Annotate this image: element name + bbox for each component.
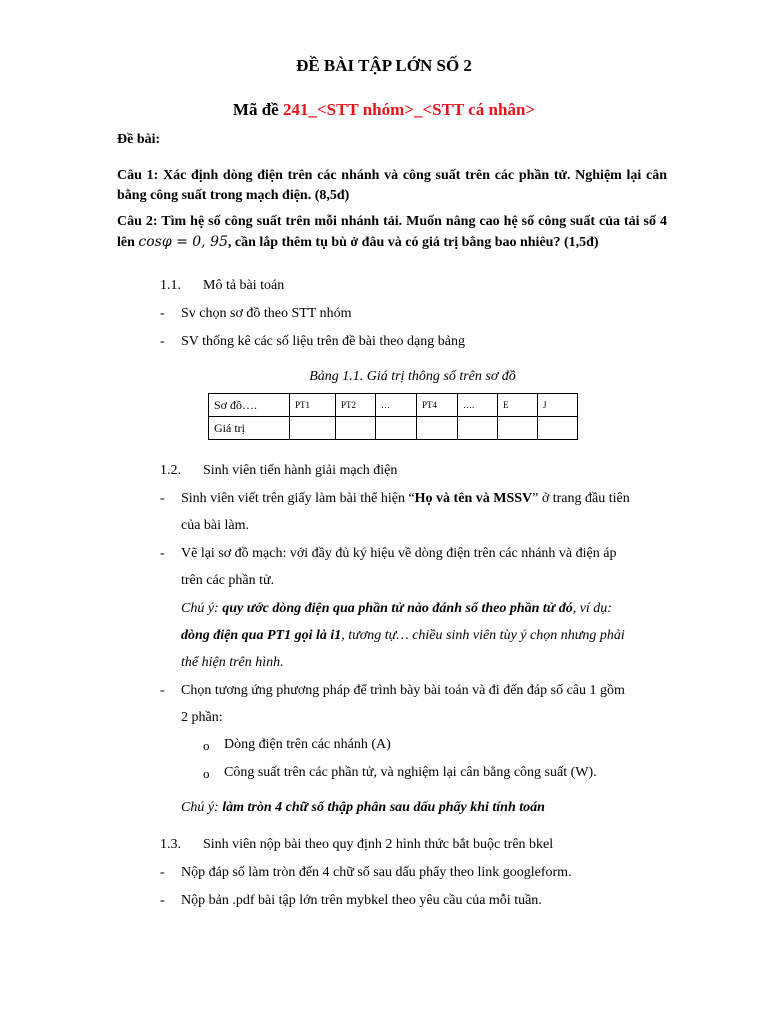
question-2-text-a: Câu 2: Tìm hệ số công suất trên mỗi nhánh tải. Muốn nâng cao hệ số công suất của tải số 4 lên — [117, 214, 667, 250]
table-row — [209, 394, 578, 417]
question-2 — [117, 212, 667, 253]
section-1-2-title: Sinh viên tiến hành giải mạch điện — [203, 463, 398, 478]
section-1-3-number: 1.3. — [160, 837, 181, 852]
list-item: Vẽ lại sơ đồ mạch: với đầy đủ ký hiệu về dòng điện trên các nhánh và điện áp — [181, 546, 617, 561]
bullet-circle: o — [203, 738, 210, 753]
table-cell: PT1 — [290, 394, 336, 417]
list-item-text: ” ở trang đầu tiên — [532, 491, 630, 506]
assignment-heading: Đề bài: — [117, 132, 161, 147]
note-line — [181, 628, 625, 644]
bullet-dash: - — [160, 334, 165, 349]
section-1-1-title: Mô tả bài toán — [203, 278, 285, 293]
note-bold: dòng điện qua PT1 gọi là i1 — [181, 628, 342, 643]
exam-code-prefix: Mã đề — [232, 100, 283, 119]
note-line — [181, 800, 545, 816]
list-item-continuation: trên các phần tử. — [181, 573, 275, 588]
table-caption: Bảng 1.1. Giá trị thông số trên sơ đồ — [309, 369, 516, 384]
table-cell — [498, 417, 538, 440]
table-cell: PT2 — [336, 394, 376, 417]
exam-code-value: 241_<STT nhóm>_<STT cá nhân> — [282, 100, 536, 119]
note-bold: làm tròn 4 chữ số thập phân sau dấu phẩy khi tính toán — [222, 800, 545, 815]
section-1-3-title: Sinh viên nộp bài theo quy định 2 hình thức bắt buộc trên bkel — [203, 837, 554, 852]
table-cell — [538, 417, 578, 440]
question-2-text-b: , cần lắp thêm tụ bù ở đâu và có giá trị bằng bao nhiêu? (1,5đ) — [227, 235, 599, 250]
question-2-formula: cosφ = 0, 95 — [138, 234, 228, 250]
table-cell: Sơ đồ…. — [209, 394, 290, 417]
document-title: ĐỀ BÀI TẬP LỚN SỐ 2 — [296, 56, 472, 75]
list-item: Sv chọn sơ đồ theo STT nhóm — [181, 306, 352, 321]
exam-code — [0, 100, 768, 120]
bullet-dash: - — [160, 546, 165, 561]
table-cell — [290, 417, 336, 440]
bullet-dash: - — [160, 893, 165, 908]
table-cell — [336, 417, 376, 440]
section-1-2-number: 1.2. — [160, 463, 181, 478]
note-label: Chú ý: — [181, 800, 223, 815]
bullet-dash: - — [160, 491, 165, 506]
list-item-text: Sinh viên viết trên giấy làm bài thể hiện “ — [181, 491, 415, 506]
bullet-dash: - — [160, 683, 165, 698]
table-cell: Giá trị — [209, 417, 290, 440]
section-1-1-number: 1.1. — [160, 278, 181, 293]
table-cell: PT4 — [417, 394, 458, 417]
list-item-bold: Họ và tên và MSSV — [414, 491, 533, 506]
table-cell: …. — [458, 394, 498, 417]
table-row — [209, 417, 578, 440]
sub-list-item: Công suất trên các phần tử, và nghiệm lại cân bằng công suất (W). — [224, 765, 597, 780]
table-cell: E — [498, 394, 538, 417]
table-cell — [458, 417, 498, 440]
note-text: , tương tự… chiều sinh viên tùy ý chọn nhưng phải — [341, 628, 625, 643]
table-cell — [376, 417, 417, 440]
note-text: , ví dụ: — [572, 601, 612, 616]
table-cell — [417, 417, 458, 440]
list-item: Nộp bản .pdf bài tập lớn trên mybkel theo yêu cầu của mỗi tuần. — [181, 893, 542, 908]
bullet-dash: - — [160, 306, 165, 321]
question-1: Câu 1: Xác định dòng điện trên các nhánh và công suất trên các phần tử. Nghiệm lại cân bằng công suất trong mạch điện. (8,5đ) — [117, 168, 667, 203]
parameter-table — [208, 393, 578, 440]
table-cell: … — [376, 394, 417, 417]
bullet-dash: - — [160, 865, 165, 880]
list-item — [181, 491, 630, 507]
bullet-circle: o — [203, 766, 210, 781]
list-item: SV thống kê các số liệu trên đề bài theo dạng bảng — [181, 334, 465, 349]
note-line: thể hiện trên hình. — [181, 655, 284, 670]
note-bold: quy ước dòng điện qua phần tử nào đánh số theo phần tử đó — [222, 601, 573, 616]
list-item-continuation: của bài làm. — [181, 518, 250, 533]
list-item: Nộp đáp số làm tròn đến 4 chữ số sau dấu phẩy theo link googleform. — [181, 865, 572, 880]
note-line — [181, 601, 612, 617]
sub-list-item: Dòng điện trên các nhánh (A) — [224, 737, 391, 752]
table-cell: J — [538, 394, 578, 417]
note-label: Chú ý: — [181, 601, 223, 616]
list-item: Chọn tương ứng phương pháp để trình bày bài toán và đi đến đáp số câu 1 gồm — [181, 683, 625, 698]
list-item-continuation: 2 phần: — [181, 710, 223, 725]
